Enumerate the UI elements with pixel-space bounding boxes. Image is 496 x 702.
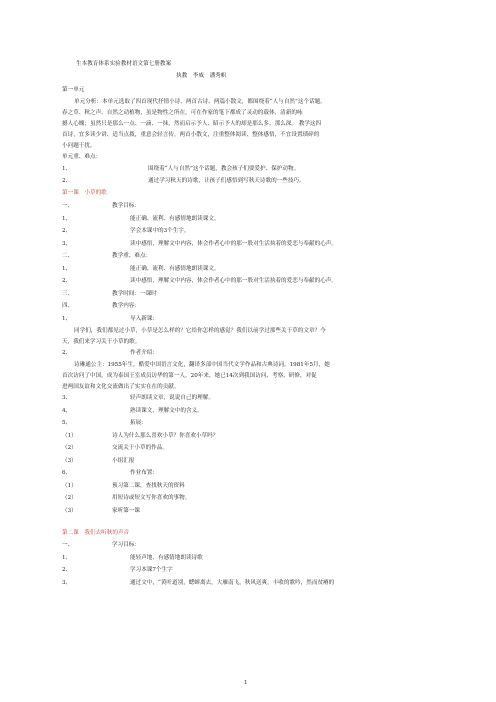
lesson1-intro-line: 同学们，我们都见过小草，小草是怎么样的？它给你怎样的感觉？我们以前学过那些关于草的文章？今: [74, 328, 326, 334]
intro-line: 首诗，宜多读少讲、适当点拨，重意会轻言传。两首小散文，注重整体阅读、整体感悟，不宜设置琐碎的: [62, 132, 320, 138]
item-text: 学习本课7个生字: [130, 567, 173, 573]
item-number: 四、: [62, 303, 74, 309]
item-number: （1）: [62, 432, 77, 439]
unit-heading: 第一单元: [62, 87, 85, 93]
item-text: 能正确、流利、有感情地朗读课文。: [130, 215, 220, 222]
author-line: 进两国友谊和文化交流做出了实实在在的贡献。: [62, 384, 180, 390]
item-number: 3、: [62, 579, 72, 586]
lesson2-heading: 第二课 我们去听秋的声音: [62, 530, 130, 536]
item-text: 能正确、流利、有感情地朗读课文。: [130, 265, 220, 272]
doc-authors: 执教 李威 潘秀帜: [176, 73, 227, 79]
item-text: 作者介绍：: [130, 350, 158, 356]
item-text: 学会本课中的3个生字。: [130, 228, 190, 234]
doc-title: 生本教育体系实验教材语文第七册教案: [76, 61, 172, 67]
item-text: 交流关于小草的作品。: [112, 445, 168, 451]
item-number: 1、: [62, 315, 72, 322]
item-text: 教学时间：一课时: [112, 290, 157, 297]
item-number: 3、: [62, 395, 72, 401]
item-number: 1、: [62, 265, 72, 272]
item-text: 教学重、难点：: [112, 253, 152, 259]
item-text: 能轻声地、有感情地朗读诗歌: [130, 554, 203, 561]
item-number: 一、: [62, 542, 74, 548]
item-number: 1、: [62, 215, 72, 222]
item-number: 2、: [62, 350, 72, 356]
item-text: 通过文中，“黄叶道别，蟋蟀离去，大雁南飞，秋风送爽，丰收的歌吟，然而贫瘠的: [130, 579, 335, 586]
page-number: 1: [244, 680, 248, 686]
intro-line: 小问题干扰。: [62, 143, 96, 149]
item-number: （1）: [62, 482, 77, 489]
item-number: （3）: [62, 507, 77, 514]
item-text: 教学内容：: [112, 303, 140, 309]
item-text: 教学目标：: [112, 203, 140, 209]
item-text: 预习第二课，查找秋天的资料: [112, 482, 185, 489]
goal-number: 2、: [62, 178, 72, 184]
item-text: 熟读课文，理解文中的含义。: [130, 407, 203, 414]
item-text: 读中感悟，理解文中内容，体会作者心中的那一股对生活执着的爱恋与奉献的心声。: [130, 240, 337, 247]
item-number: （2）: [62, 495, 77, 501]
item-number: 2、: [62, 228, 72, 234]
item-number: （3）: [62, 457, 77, 464]
goal-number: 1、: [62, 166, 72, 172]
lesson1-intro-line: 天，我们来学习关于小草的歌。: [62, 339, 141, 345]
intro-line: 春之草、秋之声、自然之动植物，虽是物性之所在，可在作家的笔下都成了灵动的载体，清新的咏: [62, 110, 303, 116]
item-text: 拓展：: [130, 420, 147, 426]
item-number: 一、: [62, 203, 74, 209]
item-number: 三、: [62, 290, 74, 297]
item-text: 学习目标：: [112, 542, 140, 548]
author-line: 诗琳通公主：1955年生，酷爱中国语言文化，翻译多部中国当代文学作品和古典诗词。1981年5月，她: [74, 362, 330, 368]
goals-heading: 单元重、难点：: [62, 154, 102, 160]
item-number: 6、: [62, 470, 72, 476]
item-number: 5、: [62, 420, 72, 426]
item-text: 读中感悟，理解文中内容，体会作者心中的那一股对生活执着的爱恋与奉献的心声。: [130, 278, 337, 284]
item-number: 2、: [62, 278, 72, 284]
goal-text: 通过学习秋天的诗歌，让孩子们感悟到写秋天诗歌的一些技巧。: [148, 178, 305, 184]
item-text: 小组汇报: [112, 457, 135, 464]
item-number: 2、: [62, 567, 72, 573]
lesson1-heading: 第一课 小草的歌: [62, 190, 107, 196]
item-number: 二、: [62, 253, 74, 259]
item-text: 作业布置：: [130, 470, 158, 476]
item-text: 轻声朗读文章，说说自己的理解。: [130, 395, 214, 401]
item-text: 诗人为什么那么喜欢小草？你喜欢小草吗？: [112, 432, 219, 439]
item-number: （2）: [62, 445, 77, 451]
item-text: 用短诗或短文写你喜欢的事物。: [112, 495, 191, 501]
item-text: 导入新课：: [130, 315, 158, 322]
item-number: 4、: [62, 407, 72, 414]
item-number: 3、: [62, 240, 72, 247]
intro-line: 单元分析：本单元选取了四首现代抒情小诗、两首古诗、两篇小散文，都围绕着“人与自然”这个话题。: [74, 99, 326, 105]
intro-line: 撼人心魄；虽然只是那么一点、一滴、一抹，然而启示予人、昭示予人的却是那么多、那么深。 教学这四: [62, 121, 322, 127]
author-line: 首次访问了中国，成为泰国王室成员访华的第一人。20年来，她已14次到我国访问、考察、研修，对促: [62, 373, 317, 379]
item-number: 1、: [62, 554, 72, 561]
goal-text: 围绕着“人与自然”这个话题，教会孩子们要爱护、保护动物。: [148, 166, 300, 172]
item-text: 家听第一课: [112, 507, 140, 514]
